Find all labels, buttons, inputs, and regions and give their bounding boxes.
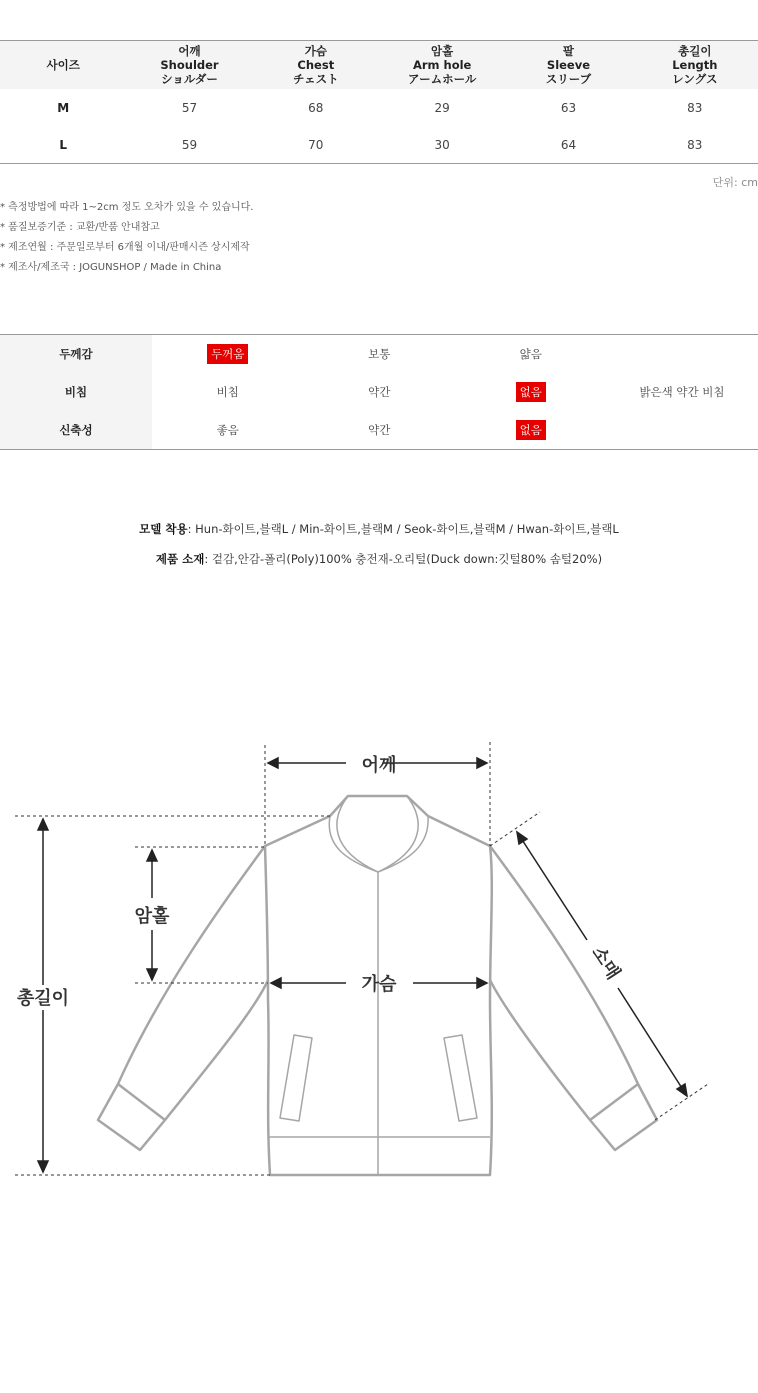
size-table (0, 40, 758, 164)
note-item: * 품질보증기준 : 교환/반품 안내참고 (0, 222, 160, 233)
attribute-row-thickness (0, 335, 758, 373)
notes-list (0, 200, 254, 280)
value-cell: 83 (687, 100, 703, 115)
label-length: 총길이 (16, 988, 70, 1009)
attribute-option: 보통 (368, 347, 391, 361)
label-chest: 가슴 (361, 974, 397, 995)
note-item: * 제조사/제조국 : JOGUNSHOP / Made in China (0, 262, 222, 273)
value-cell: 64 (560, 137, 577, 152)
attribute-option (455, 382, 607, 402)
value-cell: 68 (308, 100, 324, 115)
header-sleeve: 팔 Sleeve スリーブ (545, 44, 592, 86)
model-info (0, 521, 758, 537)
material-info-label: 제품 소재 (155, 552, 205, 566)
value-cell: 63 (560, 100, 577, 115)
selected-badge: 없음 (516, 420, 546, 440)
value-cell: 29 (434, 100, 450, 115)
attribute-option (152, 344, 304, 364)
value-cell: 30 (434, 137, 450, 152)
material-info-text: : 겉감,안감-폴리(Poly)100% 충전재-오리털(Duck down:깃털80% 솜털20%) (204, 552, 603, 566)
attribute-extra-note: 밝은색 약간 비침 (639, 384, 725, 399)
label-armhole: 암홀 (134, 906, 170, 927)
jacket-measurement-diagram (0, 730, 758, 1200)
note-item: * 제조연월 : 주문일로부터 6개월 이내/판매시즌 상시제작 (0, 242, 250, 253)
model-info-text: : Hun-화이트,블랙L / Min-화이트,블랙M / Seok-화이트,블랙M / Hwan-화이트,블랙L (187, 522, 619, 536)
value-cell: 57 (181, 100, 198, 115)
attribute-label: 비침 (0, 373, 152, 411)
attribute-option: 좋음 (216, 423, 239, 437)
attribute-table (0, 334, 758, 450)
note-item: * 측정방법에 따라 1~2cm 정도 오차가 있을 수 있습니다. (0, 202, 254, 213)
value-cell: 83 (687, 137, 703, 152)
value-cell: 70 (308, 137, 324, 152)
header-size: 사이즈 (46, 58, 80, 72)
attribute-option: 비침 (216, 385, 239, 399)
selected-badge: 두꺼움 (207, 344, 248, 364)
attribute-label: 신축성 (0, 411, 152, 449)
attribute-option (455, 420, 607, 440)
table-row (0, 126, 758, 163)
header-shoulder: 어깨 Shoulder ショルダー (160, 44, 219, 86)
label-shoulder: 어깨 (361, 755, 397, 776)
size-cell: M (57, 100, 70, 115)
attribute-option: 약간 (368, 385, 391, 399)
value-cell: 59 (181, 137, 198, 152)
measurement-arrows (38, 758, 687, 1172)
table-row (0, 89, 758, 126)
attribute-option: 약간 (368, 423, 391, 437)
size-cell: L (59, 137, 67, 152)
header-armhole: 암홀 Arm hole アームホール (407, 44, 477, 86)
attribute-row-stretch (0, 411, 758, 449)
size-table-header (0, 41, 758, 89)
header-chest: 가슴 Chest チェスト (292, 44, 339, 86)
material-info (0, 551, 758, 567)
label-sleeve: 소매 (587, 942, 624, 984)
model-info-label: 모델 착용 (139, 522, 188, 536)
attribute-option: 얇음 (519, 347, 542, 361)
header-length: 총길이 Length レングス (672, 44, 718, 86)
unit-label: 단위: cm (712, 176, 758, 189)
attribute-label: 두께감 (0, 335, 152, 373)
selected-badge: 없음 (516, 382, 546, 402)
